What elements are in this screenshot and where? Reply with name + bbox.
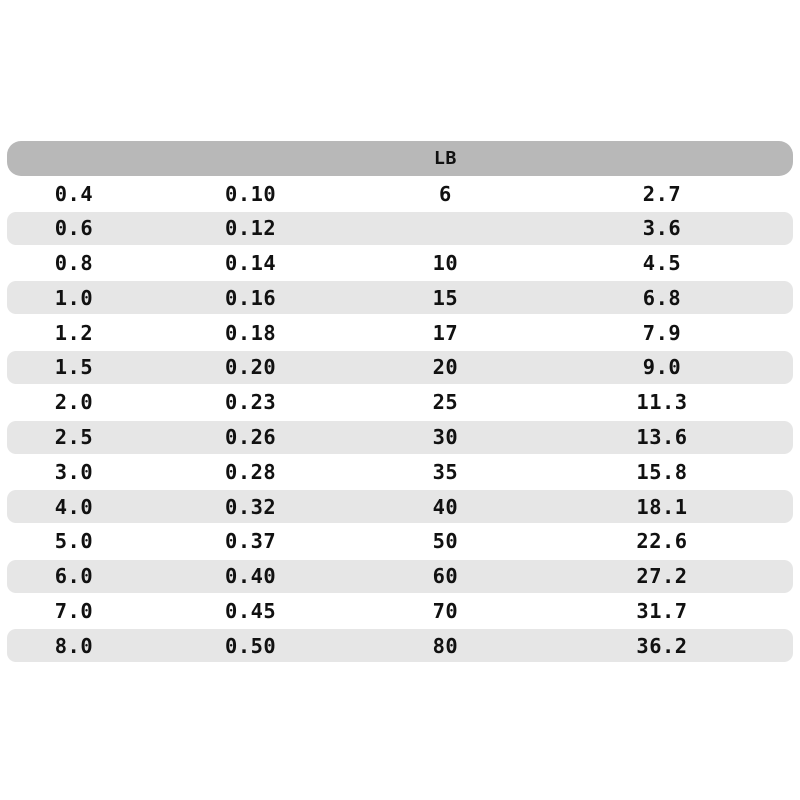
table-cell: 2.0: [54, 390, 94, 415]
spec-table: [7, 141, 793, 664]
table-cell: 0.10: [224, 181, 277, 206]
table-cell: 31.7: [636, 599, 688, 624]
table-cell: 70: [432, 599, 459, 624]
table-cell: 0.32: [224, 494, 277, 519]
table-cell: 0.23: [224, 390, 277, 415]
table-cell: 10: [432, 251, 459, 276]
table-cell: 0.45: [224, 599, 277, 624]
table-cell: 3.0: [54, 459, 94, 484]
table-row: [7, 177, 793, 210]
table-cell: 25: [432, 390, 459, 415]
table-cell: 2.5: [54, 425, 94, 450]
table-cell: 60: [432, 564, 459, 589]
table-cell: 17: [432, 320, 459, 345]
table-row: [7, 421, 793, 454]
table-cell: 0.12: [224, 216, 277, 241]
table-cell: 0.4: [54, 181, 94, 206]
table-row: [7, 629, 793, 662]
table-cell: 80: [432, 633, 459, 658]
table-cell: 30: [432, 425, 459, 450]
table-cell: 20: [432, 355, 459, 380]
table-cell: 0.16: [224, 285, 277, 310]
table-cell: 15: [432, 285, 459, 310]
table-cell: 0.20: [224, 355, 277, 380]
table-cell: 36.2: [636, 633, 688, 658]
table-cell: 0.14: [224, 251, 277, 276]
table-cell: 3.6: [642, 216, 682, 241]
table-cell: 6.8: [642, 285, 682, 310]
table-row: [7, 525, 793, 558]
table-cell: 22.6: [636, 529, 688, 554]
table-row: [7, 351, 793, 384]
table-cell: 40: [432, 494, 459, 519]
table-cell: 15.8: [636, 459, 688, 484]
table-row: [7, 316, 793, 349]
table-cell: 4.0: [54, 494, 94, 519]
table-cell: 0.8: [54, 251, 94, 276]
table-row: [7, 455, 793, 488]
table-row: [7, 247, 793, 280]
table-cell: 1.0: [54, 285, 94, 310]
table-cell: 8.0: [54, 633, 94, 658]
header-cell-lb: LB: [434, 148, 458, 169]
table-cell: 7.0: [54, 599, 94, 624]
table-row: [7, 386, 793, 419]
table-cell: 13.6: [636, 425, 688, 450]
table-cell: 6.0: [54, 564, 94, 589]
table-cell: 27.2: [636, 564, 688, 589]
table-cell: 7.9: [642, 320, 682, 345]
table-cell: 6: [439, 181, 452, 206]
table-cell: 0.26: [224, 425, 277, 450]
table-cell: 50: [432, 529, 459, 554]
table-cell: 18.1: [636, 494, 688, 519]
table-cell: 0.18: [224, 320, 277, 345]
table-cell: 1.2: [54, 320, 94, 345]
table-cell: 0.6: [54, 216, 94, 241]
table-row: [7, 490, 793, 523]
table-cell: 5.0: [54, 529, 94, 554]
table-cell: 0.50: [224, 633, 277, 658]
table-cell: 11.3: [636, 390, 688, 415]
table-row: [7, 595, 793, 628]
table-cell: 9.0: [642, 355, 682, 380]
table-cell: 1.5: [54, 355, 94, 380]
table-cell: 0.28: [224, 459, 277, 484]
table-cell: 4.5: [642, 251, 682, 276]
table-row: [7, 212, 793, 245]
table-cell: 0.40: [224, 564, 277, 589]
table-cell: 2.7: [642, 181, 682, 206]
table-row: [7, 560, 793, 593]
table-cell: 0.37: [224, 529, 277, 554]
table-row: [7, 281, 793, 314]
table-cell: 35: [432, 459, 459, 484]
table-body: [7, 177, 793, 662]
table-header: [7, 141, 793, 176]
